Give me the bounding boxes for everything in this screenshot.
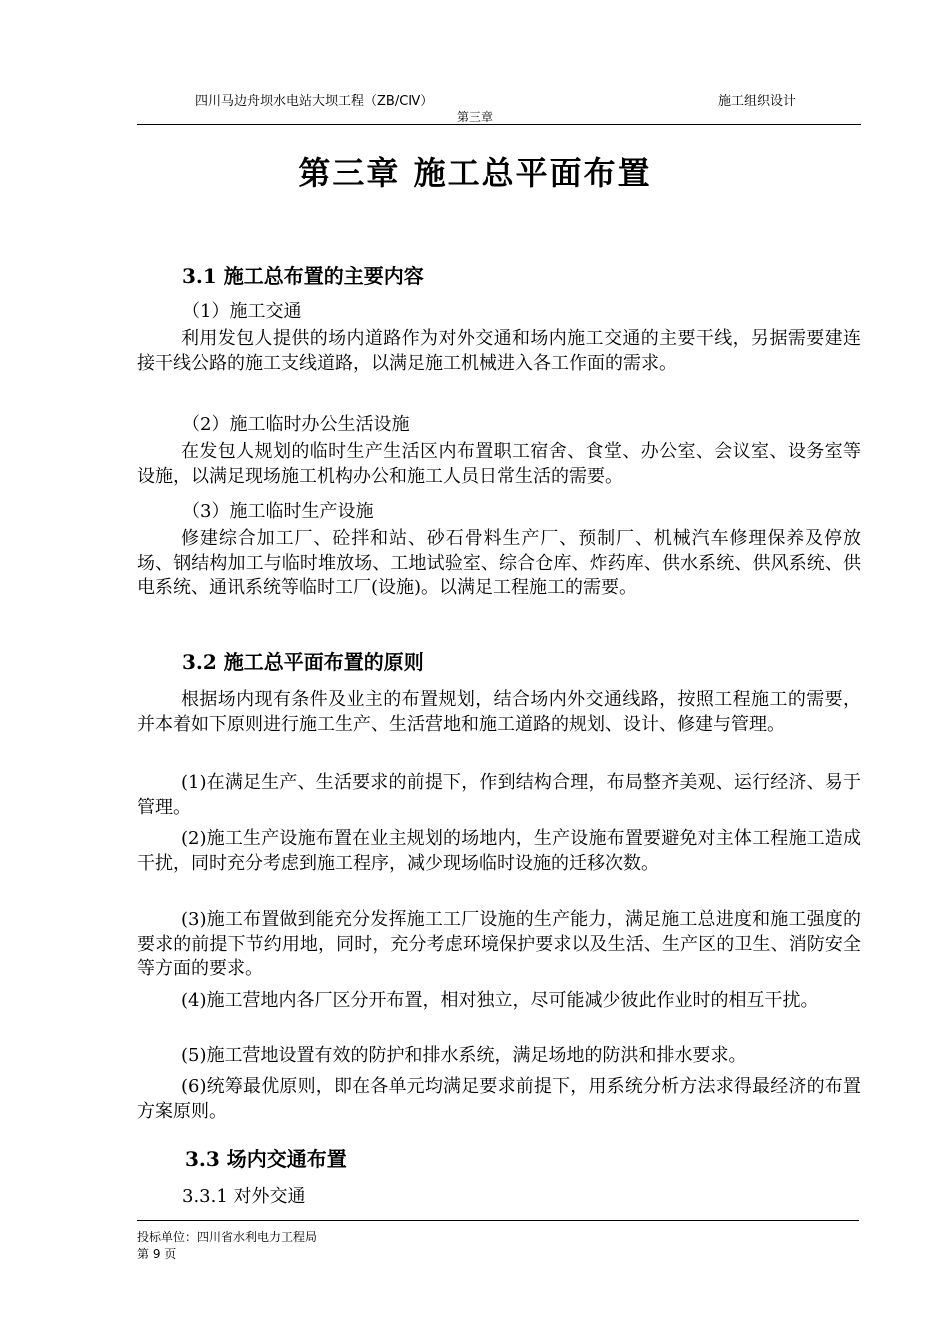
paragraph-principle-6: (6)统筹最优原则，即在各单元均满足要求前提下，用系统分析方法求得最经济的布置方案原则。 (137, 1076, 861, 1122)
section-heading-3-1: 3.1 施工总布置的主要内容 (182, 264, 424, 288)
header-project-name: 四川马边舟坝水电站大坝工程（ZB/CⅣ） (195, 94, 434, 109)
footer-page-number: 第 9 页 (137, 1247, 177, 1261)
header-rule (137, 124, 861, 125)
section-heading-3-2: 3.2 施工总平面布置的原则 (182, 650, 424, 674)
header-chapter: 第三章 (456, 110, 493, 124)
list-item-office: （2）施工临时办公生活设施 (182, 414, 410, 435)
header-doc-type: 施工组织设计 (718, 94, 797, 109)
paragraph-principle-3: (3)施工布置做到能充分发挥施工工厂设施的生产能力，满足施工总进度和施工强度的要求的前提下节约用地，同时，充分考虑环境保护要求以及生活、生产区的卫生、消防安全等方面的要求。 (137, 909, 861, 979)
subsection-heading-3-3-1: 3.3.1 对外交通 (182, 1186, 306, 1207)
paragraph-principle-5: (5)施工营地设置有效的防护和排水系统，满足场地的防洪和排水要求。 (181, 1045, 747, 1066)
paragraph-traffic: 利用发包人提供的场内道路作为对外交通和场内施工交通的主要干线，另据需要建连接干线公路的施工支线道路，以满足施工机械进入各工作面的需求。 (137, 328, 861, 374)
chapter-title: 第三章 施工总平面布置 (298, 154, 652, 192)
footer-rule (137, 1220, 859, 1221)
footer-bidder: 投标单位：四川省水利电力工程局 (137, 1230, 318, 1244)
paragraph-principle-4: (4)施工营地内各厂区分开布置，相对独立，尽可能减少彼此作业时的相互干扰。 (181, 990, 819, 1011)
paragraph-principles-intro: 根据场内现有条件及业主的布置规划，结合场内外交通线路，按照工程施工的需要，并本着如下原则进行施工生产、生活营地和施工道路的规划、设计、修建与管理。 (137, 689, 861, 735)
paragraph-office: 在发包人规划的临时生产生活区内布置职工宿舍、食堂、办公室、会议室、设务室等设施，以满足现场施工机构办公和施工人员日常生活的需要。 (137, 441, 861, 487)
paragraph-principle-2: (2)施工生产设施布置在业主规划的场地内，生产设施布置要避免对主体工程施工造成干扰，同时充分考虑到施工程序，减少现场临时设施的迁移次数。 (137, 828, 861, 874)
paragraph-production: 修建综合加工厂、砼拌和站、砂石骨料生产厂、预制厂、机械汽车修理保养及停放场、钢结构加工与临时堆放场、工地试验室、综合仓库、炸药库、供水系统、供风系统、供电系统、通讯系统等临时工厂(设施)。以满足工程施工的需要。 (137, 528, 861, 598)
list-item-production: （3）施工临时生产设施 (182, 501, 374, 522)
paragraph-principle-1: (1)在满足生产、生活要求的前提下，作到结构合理，布局整齐美观、运行经济、易于管理。 (137, 772, 861, 818)
section-heading-3-3: 3.3 场内交通布置 (185, 1147, 347, 1171)
list-item-traffic: （1）施工交通 (182, 301, 302, 322)
